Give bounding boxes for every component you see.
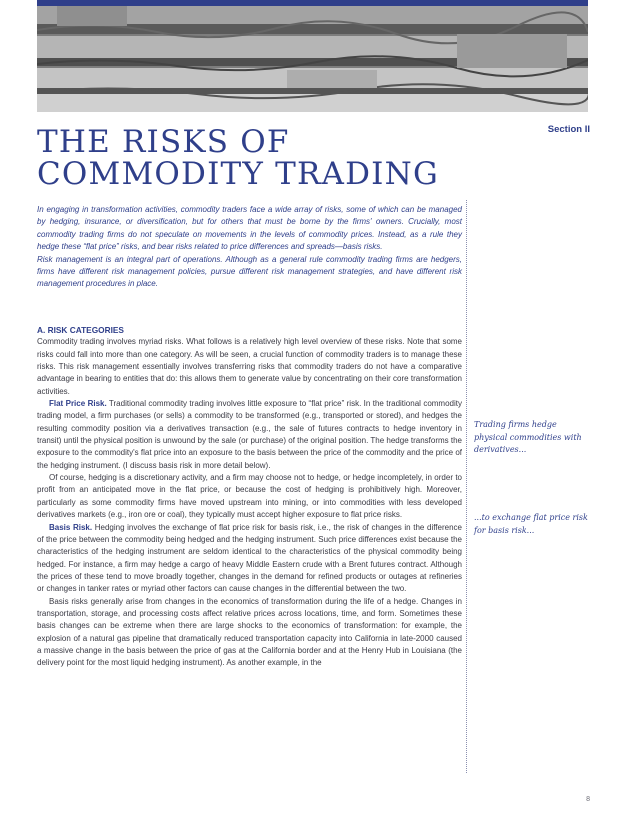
title-line-2: COMMODITY TRADING	[37, 156, 439, 192]
flat-price-risk-text: Traditional commodity trading involves little exposure to “flat price” risk. In the traditional commodity trading model, a firm purchases (or sells) a commodity to be transformed (e.g., transported or stored), and hedges the resulting commodity position via a derivatives transaction (e.g., the sale of futures contracts to hedge inventory in transit) until the physical position is unwound by the sale (or purchase) of the original position. The hedge transforms the exposure to the commodity's flat price into an exposure to the basis between the price of the commodity and the price of the hedging instrument. (I discuss basis risk in more detail below).	[37, 399, 462, 470]
basis-risk-label: Basis Risk.	[49, 522, 93, 532]
basis-risk-text: Hedging involves the exchange of flat price risk for basis risk, i.e., the risk of changes in the difference of the price between the commodity being hedged and the hedging instrument. Such price differences exist because the characteristics of the hedging instrument are seldom identical to the characteristics of the physical commodity being hedged. For instance, a firm may hedge a cargo of heavy Middle Eastern crude with a Brent futures contract. Although the prices of these tend to move broadly together, changes in the demand for refined products or outages at refineries or changes in tanker rates or myriad other factors can cause changes in the differential between the two.	[37, 522, 462, 594]
section-heading: A. RISK CATEGORIES	[37, 325, 124, 335]
title-line-1: THE RISKS OF	[37, 124, 290, 160]
header-photo	[37, 0, 588, 112]
body-paragraph-1: Commodity trading involves myriad risks. What follows is a relatively high level overview of these risks. Note that some risks could fall into more than one category. As will be seen, a crucial function of commodity traders is to manage these risks. This risk management essentially involves transferring risks that commodity traders do not have a comparative advantage in bearing to entities that do: this allows them to generate value by concentrating on their core transformation activities.	[37, 337, 462, 396]
intro-paragraph-1: In engaging in transformation activities, commodity traders face a wide array of risks, some of which can be managed by hedging, insurance, or diversification, but for others that must be borne by the firms' owners. Crucially, most commodity trading firms do not speculate on movements in the levels of commodity prices. Instead, as a rule they hedge these “flat price” risks, and bear risks related to price differences and spreads—basis risks.	[37, 205, 462, 252]
intro-summary	[37, 204, 462, 291]
column-divider	[466, 200, 467, 773]
page-title	[37, 126, 457, 190]
section-label: Section II	[547, 124, 590, 135]
body-column	[37, 324, 462, 670]
stacked-hides-photo	[37, 6, 588, 112]
body-paragraph-3: Of course, hedging is a discretionary activity, and a firm may choose not to hedge, or hedge incompletely, in order to profit from an anticipated move in the flat price, or because the cost of hedging is prohibitively high. Moreover, particularly as some commodity firms have moved upstream into mining, or into commodities with less developed derivatives markets (e.g., iron ore or coal), they typically must accept higher exposure to flat price risks.	[37, 473, 462, 520]
intro-paragraph-2: Risk management is an integral part of operations. Although as a general rule commodity trading firms are hedgers, firms have different risk management policies, pursue different risk management strategies, and have different risk management procedures in place.	[37, 254, 462, 289]
margin-note-2: ...to exchange flat price risk for basis risk...	[474, 513, 588, 535]
page-number: 8	[586, 796, 590, 803]
body-paragraph-2	[37, 398, 462, 472]
margin-note-1: Trading firms hedge physical commodities with derivatives...	[474, 420, 582, 454]
body-paragraph-5: Basis risks generally arise from changes in the economics of transformation during the life of a hedge. Changes in transportation, storage, and processing costs affect relative prices across locations, time, and form. Sometimes these basis changes can be extreme when there are large shocks to the economics of transformation: for example, the explosion of a natural gas pipeline that dramatically reduced transportation capacity into California in late-2000 caused a massive change in the basis between the price of gas at the California border and at the Henry Hub in Louisiana (the delivery point for the most liquid hedging instrument). As another example, in the	[37, 596, 462, 668]
flat-price-risk-label: Flat Price Risk.	[49, 399, 107, 409]
body-paragraph-4	[37, 522, 462, 596]
